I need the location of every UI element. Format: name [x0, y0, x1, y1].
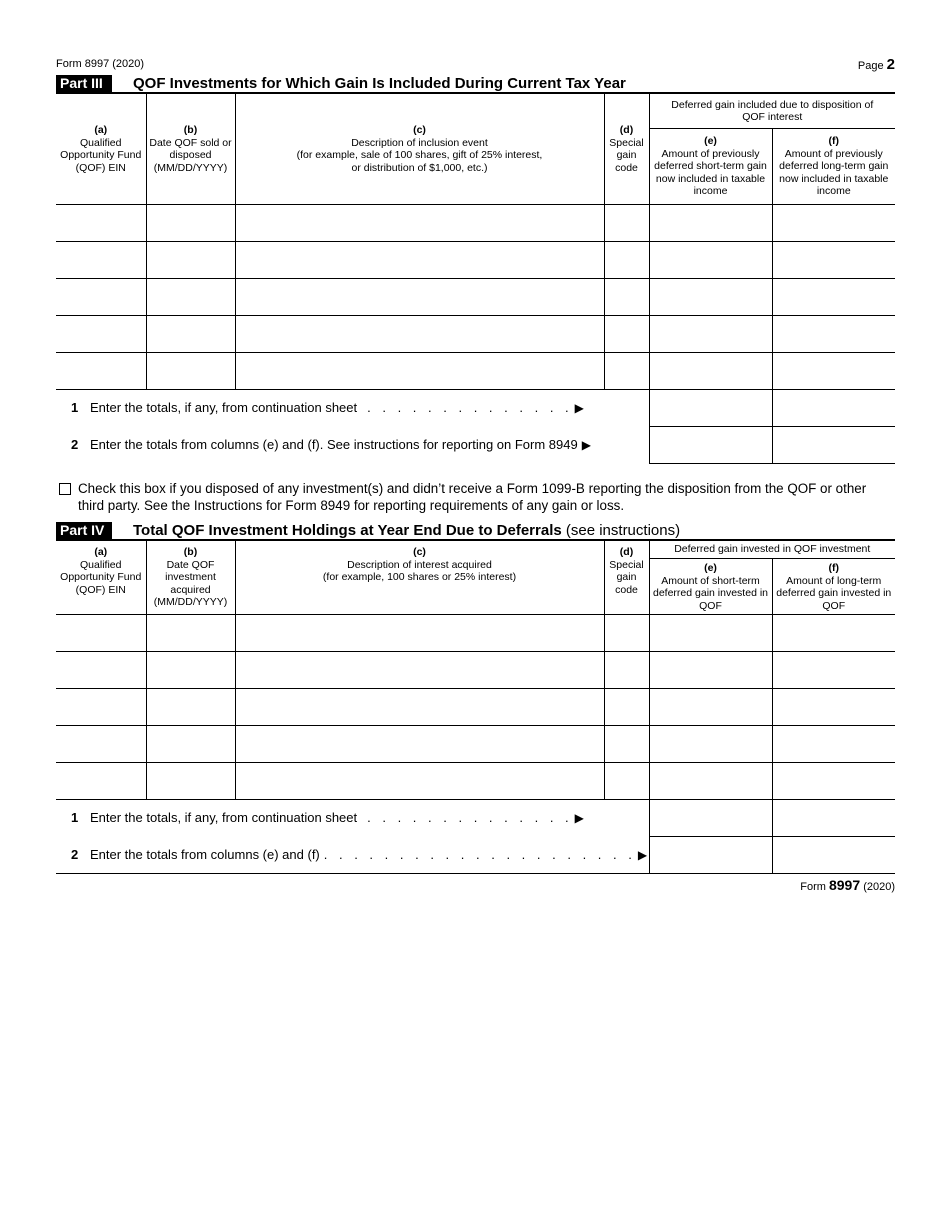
page-footer	[800, 877, 895, 893]
part3-input-d[interactable]	[605, 291, 649, 303]
part3-cell-b[interactable]	[146, 279, 235, 316]
part3-col-d-header	[604, 94, 649, 205]
part3-input-d[interactable]	[605, 217, 649, 229]
part4-input-b[interactable]	[147, 627, 235, 639]
part4-cell-d[interactable]	[604, 689, 649, 726]
part3-line2-text: Enter the totals from columns (e) and (f). See instructions for reporting on Form 8949	[90, 436, 578, 452]
part4-cell-f[interactable]	[772, 763, 895, 800]
part3-input-f[interactable]	[773, 365, 896, 377]
part3-line1	[56, 390, 895, 427]
part3-col-f-text: Amount of previously deferred long-term gain now included in taxable income	[779, 147, 889, 198]
part3-bar	[56, 75, 895, 93]
part3-input-d[interactable]	[605, 365, 649, 377]
part4-input-c[interactable]	[236, 701, 604, 713]
part4-input-a[interactable]	[56, 664, 146, 676]
part3-input-a[interactable]	[56, 291, 146, 303]
part3-line1-dots: . . . . . . . . . . . . . .	[367, 400, 573, 415]
table-row	[56, 205, 895, 242]
table-row	[56, 615, 895, 652]
part3-line2-e[interactable]	[649, 427, 772, 464]
part4-input-d[interactable]	[605, 701, 649, 713]
part3-input-e[interactable]	[650, 217, 772, 229]
part4-col-f-text: Amount of long-term deferred gain invested in QOF	[776, 574, 892, 612]
table-row	[56, 353, 895, 390]
part4-col-a-letter: (a)	[94, 546, 108, 558]
part3-input-f[interactable]	[773, 254, 896, 266]
part4-line2-text: Enter the totals from columns (e) and (f)	[90, 846, 320, 862]
part4-input-e[interactable]	[650, 775, 772, 787]
part3-line1-e-input[interactable]	[650, 402, 772, 414]
part4-bar	[56, 522, 895, 540]
part4-group-header: Deferred gain invested in QOF investment	[649, 541, 895, 559]
part4-col-c-text2: (for example, 100 shares or 25% interest)	[322, 571, 517, 583]
part3-cell-e[interactable]	[649, 205, 772, 242]
part4-line2-f-input[interactable]	[773, 849, 896, 861]
part4-col-a-header	[56, 541, 146, 615]
part4-cell-a[interactable]	[56, 615, 146, 652]
part4-line1-num: 1	[71, 810, 79, 825]
part4-cell-a[interactable]	[56, 763, 146, 800]
part3-cell-a[interactable]	[56, 242, 146, 279]
part3-cell-d[interactable]	[604, 353, 649, 390]
part3-col-c-text1: Description of inclusion event	[351, 136, 488, 149]
part3-input-b[interactable]	[147, 328, 235, 340]
part3-line1-f-input[interactable]	[773, 402, 896, 414]
part3-input-c[interactable]	[236, 291, 604, 303]
part4-input-a[interactable]	[56, 627, 146, 639]
part4-input-d[interactable]	[605, 664, 649, 676]
part3-input-a[interactable]	[56, 328, 146, 340]
part3-input-a[interactable]	[56, 254, 146, 266]
part3-col-a-letter: (a)	[94, 124, 108, 136]
part3-input-f[interactable]	[773, 217, 896, 229]
part4-cell-b[interactable]	[146, 615, 235, 652]
part4-input-f[interactable]	[773, 627, 896, 639]
part3-col-b-text: Date QOF sold or disposed (MM/DD/YYYY)	[149, 136, 232, 174]
part4-cell-d[interactable]	[604, 652, 649, 689]
part4-input-d[interactable]	[605, 775, 649, 787]
part4-cell-e[interactable]	[649, 615, 772, 652]
part4-title	[133, 522, 680, 539]
part3-cell-c[interactable]	[235, 316, 604, 353]
part4-input-e[interactable]	[650, 627, 772, 639]
part3-group-header: Deferred gain included due to disposition of QOF interest	[649, 94, 895, 129]
part3-col-c-letter: (c)	[413, 124, 426, 136]
part4-title-main: Total QOF Investment Holdings at Year End Due to Deferrals	[133, 522, 562, 539]
part4-col-d-text: Special gain code	[609, 558, 644, 596]
part3-col-e-text: Amount of previously deferred short-term gain now included in taxable income	[654, 147, 767, 198]
part4-line1-label-cell	[56, 800, 649, 837]
part4-cell-e[interactable]	[649, 763, 772, 800]
part4-col-b-header	[146, 541, 235, 615]
footer-year: (2020)	[863, 881, 895, 893]
part4-input-e[interactable]	[650, 701, 772, 713]
part3-line1-f[interactable]	[772, 390, 895, 427]
part4-cell-f[interactable]	[772, 689, 895, 726]
arrow-icon: ▶	[637, 847, 648, 862]
part4-col-b-text: Date QOF investment acquired (MM/DD/YYYY)	[153, 558, 228, 608]
part3-cell-f[interactable]	[772, 205, 895, 242]
table-row	[56, 689, 895, 726]
part3-col-e-header	[649, 129, 772, 205]
part4-col-d-letter: (d)	[619, 546, 634, 558]
part3-input-b[interactable]	[147, 254, 235, 266]
part4-line2	[56, 837, 895, 874]
part4-line1-text: Enter the totals, if any, from continuation sheet	[90, 810, 358, 825]
part3-input-e[interactable]	[650, 254, 772, 266]
part4-cell-c[interactable]	[235, 652, 604, 689]
part4-col-f-letter: (f)	[828, 562, 839, 574]
part3-cell-c[interactable]	[235, 242, 604, 279]
part4-line1-e[interactable]	[649, 800, 772, 837]
table-row	[56, 726, 895, 763]
part3-cell-e[interactable]	[649, 353, 772, 390]
part3-input-b[interactable]	[147, 291, 235, 303]
part4-cell-d[interactable]	[604, 726, 649, 763]
disposition-checkbox-label: Check this box if you disposed of any investment(s) and didn’t receive a Form 1099-B reporting the disposition from the QOF or other third party. See the Instructions for Form 8949 for reporting requirements of any gain or loss.	[78, 481, 867, 513]
part3-cell-e[interactable]	[649, 279, 772, 316]
part4-input-f[interactable]	[773, 738, 896, 750]
part3-cell-f[interactable]	[772, 353, 895, 390]
form-id: Form 8997 (2020)	[56, 58, 145, 70]
arrow-icon: ▶	[574, 811, 584, 825]
part4-title-note: (see instructions)	[565, 522, 681, 539]
part3-line2-num: 2	[71, 436, 79, 452]
part3-line1-e[interactable]	[649, 390, 772, 427]
part4-input-c[interactable]	[236, 775, 604, 787]
part3-cell-a[interactable]	[56, 353, 146, 390]
part3-input-a[interactable]	[56, 217, 146, 229]
part4-cell-d[interactable]	[604, 763, 649, 800]
part3-input-c[interactable]	[236, 365, 604, 377]
part3-input-b[interactable]	[147, 217, 235, 229]
part3-cell-c[interactable]	[235, 353, 604, 390]
part3-line2-label-cell	[56, 427, 649, 464]
part4-table	[56, 540, 895, 874]
part4-cell-f[interactable]	[772, 652, 895, 689]
part4-cell-c[interactable]	[235, 763, 604, 800]
part4-input-f[interactable]	[773, 701, 896, 713]
part3-cell-a[interactable]	[56, 279, 146, 316]
part3-input-d[interactable]	[605, 254, 649, 266]
part4-cell-a[interactable]	[56, 726, 146, 763]
footer-form-number: 8997	[828, 877, 861, 893]
part4-input-f[interactable]	[773, 664, 896, 676]
part3-table	[56, 93, 895, 464]
part4-line1-f[interactable]	[772, 800, 895, 837]
part4-input-d[interactable]	[605, 627, 649, 639]
part4-cell-a[interactable]	[56, 652, 146, 689]
table-row	[56, 242, 895, 279]
part3-input-f[interactable]	[773, 291, 896, 303]
part4-col-c-letter: (c)	[413, 546, 426, 558]
part3-col-e-letter: (e)	[704, 135, 717, 148]
part3-cell-c[interactable]	[235, 205, 604, 242]
part4-input-d[interactable]	[605, 738, 649, 750]
part3-cell-d[interactable]	[604, 242, 649, 279]
part4-line2-e-input[interactable]	[650, 849, 772, 861]
part4-line2-e[interactable]	[649, 837, 772, 874]
part4-cell-f[interactable]	[772, 615, 895, 652]
part4-input-b[interactable]	[147, 738, 235, 750]
part4-cell-e[interactable]	[649, 652, 772, 689]
part3-line2-f-input[interactable]	[773, 439, 896, 451]
part4-cell-e[interactable]	[649, 726, 772, 763]
part3-line1-num: 1	[71, 400, 79, 415]
part4-cell-b[interactable]	[146, 689, 235, 726]
part4-col-f-header	[772, 559, 895, 615]
part4-line2-dots: . . . . . . . . . . . . . . . . . . . . .	[323, 846, 636, 862]
part3-cell-b[interactable]	[146, 242, 235, 279]
part4-cell-e[interactable]	[649, 689, 772, 726]
part3-input-b[interactable]	[147, 365, 235, 377]
part3-cell-e[interactable]	[649, 242, 772, 279]
part4-line1	[56, 800, 895, 837]
part4-cell-f[interactable]	[772, 726, 895, 763]
part4-cell-a[interactable]	[56, 689, 146, 726]
part4-cell-c[interactable]	[235, 689, 604, 726]
part3-input-c[interactable]	[236, 328, 604, 340]
part3-input-e[interactable]	[650, 365, 772, 377]
part4-line1-dots: . . . . . . . . . . . . . .	[367, 810, 573, 825]
part3-col-b-letter: (b)	[183, 124, 198, 136]
part3-cell-d[interactable]	[604, 205, 649, 242]
part3-cell-b[interactable]	[146, 353, 235, 390]
part3-tag: Part III	[56, 75, 112, 92]
part3-cell-a[interactable]	[56, 316, 146, 353]
part4-input-c[interactable]	[236, 738, 604, 750]
part4-cell-d[interactable]	[604, 615, 649, 652]
arrow-icon: ▶	[574, 401, 584, 415]
part4-line2-f[interactable]	[772, 837, 895, 874]
part3-line1-label-cell	[56, 390, 649, 427]
arrow-icon: ▶	[581, 437, 591, 452]
table-row	[56, 763, 895, 800]
part3-cell-e[interactable]	[649, 316, 772, 353]
part4-col-d-header	[604, 541, 649, 615]
part4-cell-b[interactable]	[146, 763, 235, 800]
part3-cell-f[interactable]	[772, 242, 895, 279]
part3-cell-b[interactable]	[146, 205, 235, 242]
part4-input-f[interactable]	[773, 775, 896, 787]
part4-cell-c[interactable]	[235, 726, 604, 763]
table-row	[56, 279, 895, 316]
part4-col-b-letter: (b)	[183, 546, 198, 558]
part3-col-c-text3: or distribution of $1,000, etc.)	[351, 161, 488, 174]
part3-col-d-letter: (d)	[619, 124, 634, 136]
part4-input-c[interactable]	[236, 664, 604, 676]
page-header	[56, 56, 895, 72]
part3-cell-a[interactable]	[56, 205, 146, 242]
part4-input-b[interactable]	[147, 701, 235, 713]
part3-input-c[interactable]	[236, 254, 604, 266]
part3-col-c-text2: (for example, sale of 100 shares, gift of 25% interest,	[296, 149, 543, 161]
disposition-checkbox-row	[56, 480, 895, 514]
part3-input-f[interactable]	[773, 328, 896, 340]
part3-title: QOF Investments for Which Gain Is Included During Current Tax Year	[133, 75, 626, 92]
part4-line1-f-input[interactable]	[773, 812, 896, 824]
part4-input-e[interactable]	[650, 664, 772, 676]
part4-input-c[interactable]	[236, 627, 604, 639]
part3-input-e[interactable]	[650, 328, 772, 340]
table-row	[56, 652, 895, 689]
footer-form-word: Form	[800, 881, 826, 893]
part3-cell-d[interactable]	[604, 279, 649, 316]
page-label	[858, 56, 895, 73]
part3-col-c-header	[235, 94, 604, 205]
part3-cell-b[interactable]	[146, 316, 235, 353]
part4-input-a[interactable]	[56, 701, 146, 713]
part4-col-e-text: Amount of short-term deferred gain invested in QOF	[653, 574, 768, 612]
part4-input-a[interactable]	[56, 775, 146, 787]
part4-col-e-letter: (e)	[704, 562, 717, 574]
part4-input-a[interactable]	[56, 738, 146, 750]
part4-col-c-header	[235, 541, 604, 615]
part4-line1-e-input[interactable]	[650, 812, 772, 824]
part4-line2-label-cell	[56, 837, 649, 874]
part3-cell-d[interactable]	[604, 316, 649, 353]
disposition-checkbox[interactable]	[59, 483, 71, 495]
part3-col-f-letter: (f)	[828, 135, 839, 148]
part4-col-c-text1: Description of interest acquired	[347, 558, 492, 571]
part4-line2-num: 2	[71, 846, 79, 862]
part4-col-a-text: Qualified Opportunity Fund (QOF) EIN	[60, 558, 142, 596]
part3-col-d-text: Special gain code	[609, 136, 644, 174]
part3-input-e[interactable]	[650, 291, 772, 303]
part3-col-a-header	[56, 94, 146, 205]
part4-tag: Part IV	[56, 522, 112, 539]
part3-cell-f[interactable]	[772, 316, 895, 353]
part4-input-b[interactable]	[147, 664, 235, 676]
part3-line2	[56, 427, 895, 464]
part3-col-f-header	[772, 129, 895, 205]
part4-input-e[interactable]	[650, 738, 772, 750]
page-label-word: Page	[857, 60, 884, 72]
part3-input-a[interactable]	[56, 365, 146, 377]
part4-cell-c[interactable]	[235, 615, 604, 652]
page-number: 2	[886, 56, 895, 73]
part3-input-c[interactable]	[236, 217, 604, 229]
part4-cell-b[interactable]	[146, 652, 235, 689]
table-row	[56, 316, 895, 353]
part4-input-b[interactable]	[147, 775, 235, 787]
part4-cell-b[interactable]	[146, 726, 235, 763]
part3-line1-text: Enter the totals, if any, from continuation sheet	[90, 400, 358, 415]
part3-col-a-text: Qualified Opportunity Fund (QOF) EIN	[60, 136, 142, 174]
part3-line2-f[interactable]	[772, 427, 895, 464]
part3-input-d[interactable]	[605, 328, 649, 340]
part3-cell-c[interactable]	[235, 279, 604, 316]
part3-cell-f[interactable]	[772, 279, 895, 316]
part4-col-e-header	[649, 559, 772, 615]
part3-line2-e-input[interactable]	[650, 439, 772, 451]
part3-col-b-header	[146, 94, 235, 205]
